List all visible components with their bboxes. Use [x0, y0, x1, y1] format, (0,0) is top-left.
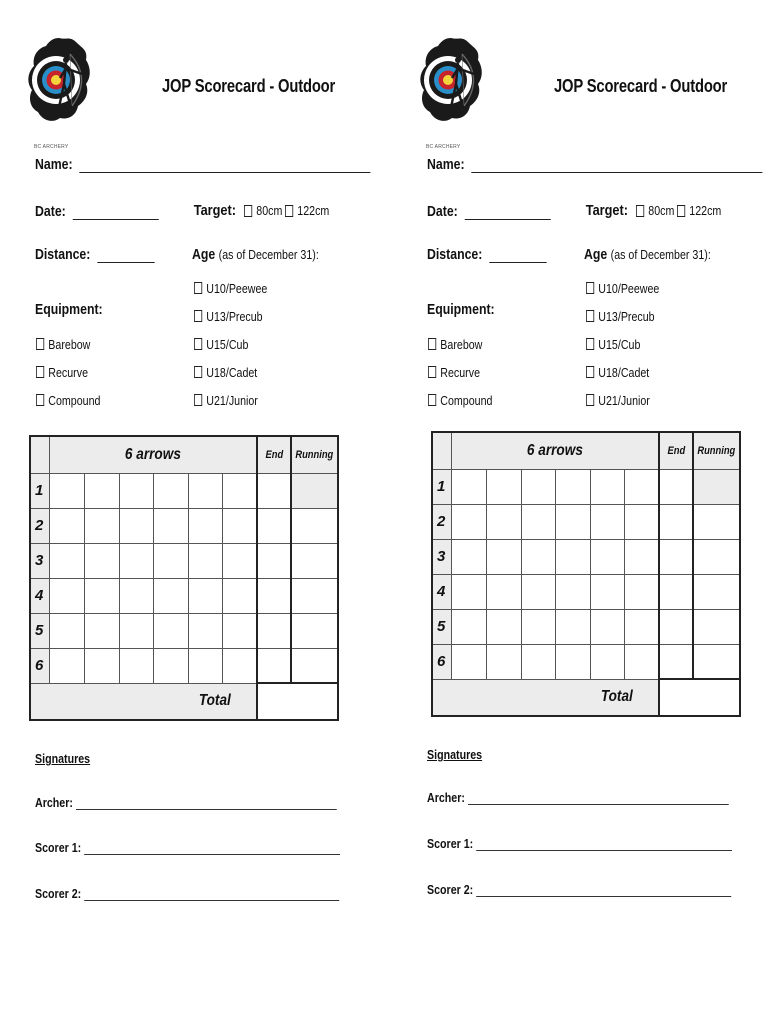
end-number: 2	[30, 508, 49, 543]
distance-label: Distance:	[35, 246, 91, 263]
name-label: Name:	[35, 156, 73, 173]
end-number: 6	[30, 648, 49, 683]
arrow-score-cell[interactable]	[49, 578, 84, 613]
target-field	[190, 202, 339, 219]
score-end-row	[432, 539, 740, 574]
end-number: 5	[432, 609, 451, 644]
checkbox-icon[interactable]	[586, 338, 594, 350]
arrow-score-cell[interactable]	[188, 508, 222, 543]
arrow-score-cell[interactable]	[222, 613, 257, 648]
score-end-row	[30, 613, 338, 648]
archer-label: Archer:	[35, 795, 73, 810]
equipment-option-barebow[interactable]: Barebow	[428, 330, 492, 358]
scorer2-label: Scorer 2:	[35, 886, 82, 901]
equipment-option-recurve[interactable]: Recurve	[428, 358, 492, 386]
scorer2-signature-field[interactable]	[35, 886, 340, 901]
arrow-score-cell[interactable]	[49, 648, 84, 683]
checkbox-icon[interactable]	[194, 282, 202, 294]
arrow-score-cell[interactable]	[222, 648, 257, 683]
equipment-option-barebow[interactable]: Barebow	[36, 330, 100, 358]
target-option-80cm[interactable]: 80cm	[244, 203, 282, 218]
arrow-score-cell[interactable]	[624, 644, 659, 679]
arrow-score-cell[interactable]	[188, 543, 222, 578]
arrow-score-cell[interactable]	[49, 543, 84, 578]
logo-caption: BC ARCHERY	[34, 144, 69, 150]
end-total-cell[interactable]	[659, 504, 693, 539]
arrow-score-cell[interactable]	[188, 613, 222, 648]
end-total-cell[interactable]	[257, 613, 291, 648]
end-total-cell[interactable]	[659, 574, 693, 609]
running-total-cell[interactable]	[693, 504, 740, 539]
arrow-score-cell[interactable]	[119, 508, 153, 543]
checkbox-icon[interactable]	[194, 338, 202, 350]
arrow-score-cell[interactable]	[222, 543, 257, 578]
equipment-option-compound[interactable]: Compound	[428, 386, 492, 414]
checkbox-icon[interactable]	[428, 366, 436, 378]
arrow-score-cell[interactable]	[451, 609, 486, 644]
checkbox-icon[interactable]	[428, 338, 436, 350]
arrow-score-cell[interactable]	[153, 508, 188, 543]
end-number: 5	[30, 613, 49, 648]
running-total-cell[interactable]	[693, 609, 740, 644]
arrow-score-cell[interactable]	[555, 504, 590, 539]
arrows-header: 6 arrows	[451, 432, 659, 469]
age-option-u15[interactable]: U15/Cub	[194, 330, 267, 358]
score-end-row	[30, 578, 338, 613]
name-label: Name:	[427, 156, 465, 173]
age-heading	[584, 246, 711, 263]
arrow-score-cell[interactable]	[590, 609, 624, 644]
distance-field[interactable]	[427, 246, 546, 263]
scorer1-signature-line[interactable]	[85, 842, 341, 855]
end-number: 3	[30, 543, 49, 578]
target-label: Target:	[585, 202, 629, 219]
age-option-u21[interactable]: U21/Junior	[194, 386, 267, 414]
arrow-score-cell[interactable]	[153, 578, 188, 613]
distance-label: Distance:	[427, 246, 483, 263]
arrow-score-cell[interactable]	[84, 578, 119, 613]
archer-signature-line[interactable]	[76, 797, 337, 810]
total-cell[interactable]	[659, 679, 740, 716]
arrow-score-cell[interactable]	[486, 504, 521, 539]
checkbox-icon[interactable]	[586, 394, 594, 406]
arrow-score-cell[interactable]	[590, 469, 624, 504]
scorer1-signature-field[interactable]	[35, 840, 340, 855]
score-table	[431, 431, 741, 717]
target-label: Target:	[193, 202, 237, 219]
scorer1-label: Scorer 1:	[427, 836, 474, 851]
arrow-score-cell[interactable]	[188, 578, 222, 613]
end-total-cell[interactable]	[659, 539, 693, 574]
arrow-score-cell[interactable]	[521, 574, 555, 609]
arrow-score-cell[interactable]	[84, 648, 119, 683]
arrow-score-cell[interactable]	[624, 504, 659, 539]
arrow-score-cell[interactable]	[84, 508, 119, 543]
date-line[interactable]	[464, 205, 550, 220]
total-row	[30, 683, 338, 720]
corner-cell	[30, 436, 49, 473]
running-total-cell	[693, 469, 740, 504]
bc-archery-logo-icon	[26, 34, 92, 152]
total-cell[interactable]	[257, 683, 338, 720]
age-label: Age	[192, 246, 216, 263]
archer-signature-line[interactable]	[468, 792, 729, 805]
end-number: 1	[432, 469, 451, 504]
end-number: 1	[30, 473, 49, 508]
running-total-cell[interactable]	[291, 543, 338, 578]
logo-caption: BC ARCHERY	[426, 144, 461, 150]
score-end-row	[30, 543, 338, 578]
arrow-score-cell[interactable]	[222, 508, 257, 543]
equipment-options	[428, 330, 507, 414]
score-header-row	[432, 432, 740, 469]
arrow-score-cell[interactable]	[153, 648, 188, 683]
arrow-score-cell[interactable]	[119, 543, 153, 578]
running-total-cell[interactable]	[693, 644, 740, 679]
arrow-score-cell[interactable]	[555, 644, 590, 679]
arrow-score-cell[interactable]	[486, 539, 521, 574]
arrow-score-cell[interactable]	[451, 644, 486, 679]
arrow-score-cell[interactable]	[521, 504, 555, 539]
age-option-u18[interactable]: U18/Cadet	[194, 358, 267, 386]
equipment-option-compound[interactable]: Compound	[36, 386, 100, 414]
running-total-cell[interactable]	[291, 648, 338, 683]
end-total-cell[interactable]	[659, 469, 693, 504]
running-total-cell	[291, 473, 338, 508]
total-row	[432, 679, 740, 716]
arrow-score-cell[interactable]	[49, 473, 84, 508]
end-total-cell[interactable]	[257, 648, 291, 683]
equipment-options	[36, 330, 115, 414]
end-header: End	[257, 436, 291, 473]
arrow-score-cell[interactable]	[521, 469, 555, 504]
score-end-row	[432, 469, 740, 504]
age-option-u10[interactable]: U10/Peewee	[194, 274, 267, 302]
scorer2-label: Scorer 2:	[427, 882, 474, 897]
arrow-score-cell[interactable]	[222, 473, 257, 508]
end-total-cell[interactable]	[257, 543, 291, 578]
score-header-row	[30, 436, 338, 473]
checkbox-icon[interactable]	[586, 310, 594, 322]
scorer2-signature-line[interactable]	[477, 884, 732, 897]
name-field[interactable]	[35, 156, 370, 173]
arrow-score-cell[interactable]	[188, 648, 222, 683]
target-option-122cm[interactable]: 122cm	[285, 203, 329, 218]
arrow-score-cell[interactable]	[555, 469, 590, 504]
arrow-score-cell[interactable]	[84, 613, 119, 648]
date-label: Date:	[35, 203, 66, 220]
arrow-score-cell[interactable]	[486, 609, 521, 644]
age-options	[586, 274, 675, 414]
checkbox-icon[interactable]	[586, 366, 594, 378]
age-option-u10[interactable]: U10/Peewee	[586, 274, 659, 302]
checkbox-icon[interactable]	[36, 394, 44, 406]
arrow-score-cell[interactable]	[153, 473, 188, 508]
arrow-score-cell[interactable]	[84, 473, 119, 508]
equipment-option-recurve[interactable]: Recurve	[36, 358, 100, 386]
arrow-score-cell[interactable]	[188, 473, 222, 508]
running-total-cell[interactable]	[291, 578, 338, 613]
arrow-score-cell[interactable]	[624, 469, 659, 504]
scorer1-signature-line[interactable]	[477, 838, 733, 851]
arrow-score-cell[interactable]	[555, 574, 590, 609]
target-field	[582, 202, 731, 219]
corner-cell	[432, 432, 451, 469]
name-line[interactable]	[79, 158, 370, 173]
checkbox-icon[interactable]	[636, 205, 644, 217]
distance-field[interactable]	[35, 246, 154, 263]
arrow-score-cell[interactable]	[624, 609, 659, 644]
age-option-u21[interactable]: U21/Junior	[586, 386, 659, 414]
name-line[interactable]	[471, 158, 762, 173]
arrow-score-cell[interactable]	[119, 473, 153, 508]
end-number: 4	[432, 574, 451, 609]
archer-label: Archer:	[427, 790, 465, 805]
checkbox-icon[interactable]	[36, 366, 44, 378]
checkbox-icon[interactable]	[428, 394, 436, 406]
date-field[interactable]	[427, 203, 551, 220]
scorer1-label: Scorer 1:	[35, 840, 82, 855]
end-total-cell[interactable]	[257, 508, 291, 543]
age-note: (as of December 31):	[610, 247, 711, 262]
date-field[interactable]	[35, 203, 159, 220]
score-end-row	[432, 644, 740, 679]
age-option-u13[interactable]: U13/Precub	[194, 302, 267, 330]
checkbox-icon[interactable]	[194, 310, 202, 322]
end-total-cell[interactable]	[257, 578, 291, 613]
checkbox-icon[interactable]	[586, 282, 594, 294]
arrow-score-cell[interactable]	[49, 508, 84, 543]
checkbox-icon[interactable]	[244, 205, 252, 217]
score-table	[29, 435, 339, 721]
end-number: 6	[432, 644, 451, 679]
arrow-score-cell[interactable]	[222, 578, 257, 613]
running-header: Running	[693, 432, 740, 469]
arrow-score-cell[interactable]	[486, 574, 521, 609]
arrow-score-cell[interactable]	[119, 613, 153, 648]
archer-signature-field[interactable]	[427, 790, 729, 805]
arrow-score-cell[interactable]	[624, 539, 659, 574]
distance-line[interactable]	[489, 248, 546, 263]
arrow-score-cell[interactable]	[49, 613, 84, 648]
end-header: End	[659, 432, 693, 469]
distance-line[interactable]	[97, 248, 154, 263]
arrow-score-cell[interactable]	[555, 609, 590, 644]
running-total-cell[interactable]	[291, 508, 338, 543]
age-note: (as of December 31):	[218, 247, 319, 262]
age-options	[194, 274, 283, 414]
arrow-score-cell[interactable]	[153, 543, 188, 578]
page-title: JOP Scorecard - Outdoor	[162, 76, 336, 96]
arrow-score-cell[interactable]	[451, 504, 486, 539]
score-end-row	[432, 574, 740, 609]
scorer2-signature-line[interactable]	[85, 888, 340, 901]
checkbox-icon[interactable]	[194, 366, 202, 378]
scorer1-signature-field[interactable]	[427, 836, 732, 851]
page-title: JOP Scorecard - Outdoor	[554, 76, 728, 96]
signatures-heading: Signatures	[427, 747, 483, 762]
running-total-cell[interactable]	[291, 613, 338, 648]
arrow-score-cell[interactable]	[486, 469, 521, 504]
arrow-score-cell[interactable]	[555, 539, 590, 574]
end-total-cell[interactable]	[659, 609, 693, 644]
running-total-cell[interactable]	[693, 539, 740, 574]
arrow-score-cell[interactable]	[153, 613, 188, 648]
end-number: 3	[432, 539, 451, 574]
running-header: Running	[291, 436, 338, 473]
score-end-row	[432, 504, 740, 539]
signatures-heading: Signatures	[35, 751, 91, 766]
arrow-score-cell[interactable]	[590, 504, 624, 539]
score-end-row	[432, 609, 740, 644]
end-total-cell[interactable]	[257, 473, 291, 508]
age-label: Age	[584, 246, 608, 263]
score-end-row	[30, 648, 338, 683]
arrow-score-cell[interactable]	[119, 578, 153, 613]
arrows-header: 6 arrows	[49, 436, 257, 473]
arrow-score-cell[interactable]	[590, 574, 624, 609]
arrow-score-cell[interactable]	[521, 644, 555, 679]
total-label: Total	[30, 683, 257, 720]
checkbox-icon[interactable]	[285, 205, 293, 217]
score-end-row	[30, 508, 338, 543]
age-option-u13[interactable]: U13/Precub	[586, 302, 659, 330]
name-field[interactable]	[427, 156, 762, 173]
arrow-score-cell[interactable]	[451, 574, 486, 609]
scorer2-signature-field[interactable]	[427, 882, 732, 897]
checkbox-icon[interactable]	[36, 338, 44, 350]
score-end-row	[30, 473, 338, 508]
running-total-cell[interactable]	[693, 574, 740, 609]
arrow-score-cell[interactable]	[451, 469, 486, 504]
equipment-label: Equipment:	[35, 301, 103, 318]
end-number: 2	[432, 504, 451, 539]
arrow-score-cell[interactable]	[521, 539, 555, 574]
arrow-score-cell[interactable]	[451, 539, 486, 574]
archer-signature-field[interactable]	[35, 795, 337, 810]
scorecard-right	[392, 0, 770, 1024]
arrow-score-cell[interactable]	[521, 609, 555, 644]
age-option-u18[interactable]: U18/Cadet	[586, 358, 659, 386]
arrow-score-cell[interactable]	[624, 574, 659, 609]
arrow-score-cell[interactable]	[590, 644, 624, 679]
total-label: Total	[432, 679, 659, 716]
arrow-score-cell[interactable]	[590, 539, 624, 574]
arrow-score-cell[interactable]	[486, 644, 521, 679]
date-label: Date:	[427, 203, 458, 220]
age-heading	[192, 246, 319, 263]
checkbox-icon[interactable]	[677, 205, 685, 217]
age-option-u15[interactable]: U15/Cub	[586, 330, 659, 358]
equipment-label: Equipment:	[427, 301, 495, 318]
end-total-cell[interactable]	[659, 644, 693, 679]
arrow-score-cell[interactable]	[84, 543, 119, 578]
end-number: 4	[30, 578, 49, 613]
bc-archery-logo-icon	[418, 34, 484, 152]
date-line[interactable]	[72, 205, 158, 220]
target-option-122cm[interactable]: 122cm	[677, 203, 721, 218]
arrow-score-cell[interactable]	[119, 648, 153, 683]
checkbox-icon[interactable]	[194, 394, 202, 406]
target-option-80cm[interactable]: 80cm	[636, 203, 674, 218]
